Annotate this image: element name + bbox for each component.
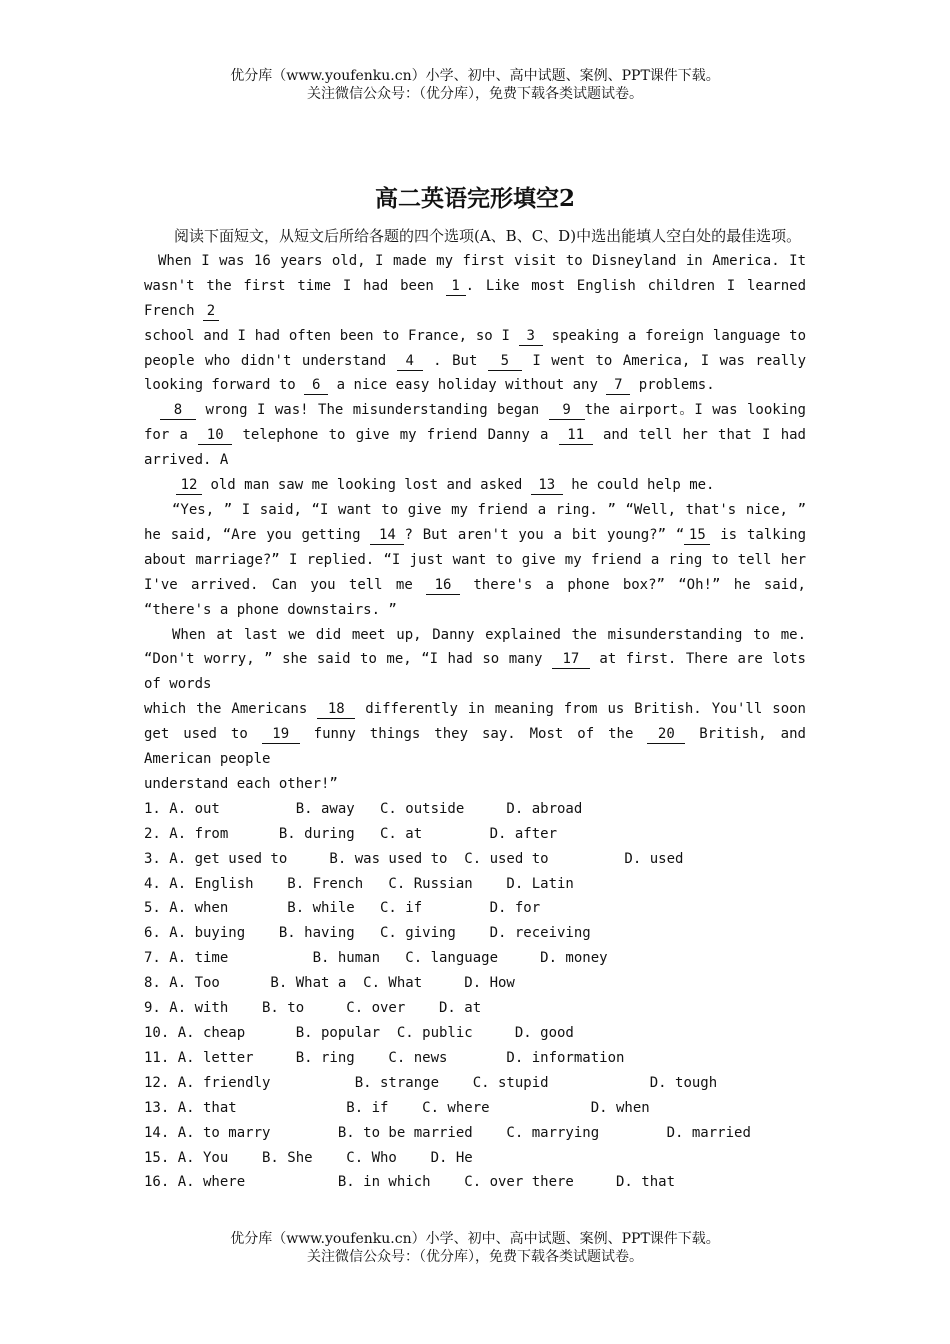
footer-line-2: 关注微信公众号：（优分库），免费下载各类试题试卷。 [307,1249,643,1265]
header-line-2: 关注微信公众号：（优分库），免费下载各类试题试卷。 [307,86,643,102]
passage-paragraph-1 [144,249,806,324]
passage-text: and tell her that I had arrived. A [144,427,806,469]
option-line-15: 15. A. You B. She C. Who D. He [144,1149,473,1166]
blank-15: 15 [684,527,710,545]
blank-9: 9 [549,402,585,420]
passage-text: he could help me. [571,477,715,494]
blank-13: 13 [531,477,563,495]
option-line-8: 8. A. Too B. What a C. What D. How [144,975,515,992]
passage-text: . But [433,352,478,369]
passage-text: school and I had often been to France, so I [144,327,510,344]
instruction-text: 阅读下面短文，从短文后所给各题的四个选项(A、B、C、D)中选出能填人空白处的最佳选项。 [174,227,802,245]
passage-paragraph-2 [144,398,806,473]
option-line-5: 5. A. when B. while C. if D. for [144,900,541,917]
document-body [144,224,806,1195]
passage-text: at first. There are lots of words [144,651,806,693]
option-line-12: 12. A. friendly B. strange C. stupid D. tough [144,1074,718,1091]
blank-18: 18 [317,701,355,719]
passage-paragraph-5-cont [144,697,806,772]
passage-text: When at last we did meet up, Danny explained the misunderstanding to me. “Don't worry, ” she said to me, “I had so many [144,626,806,668]
passage-text: I went to America, I was really looking forward to [144,352,806,394]
option-line-16: 16. A. where B. in which C. over there D. that [144,1174,676,1191]
blank-2: 2 [203,303,219,321]
passage-text: telephone to give my friend Danny a [242,427,549,444]
blank-17: 17 [552,651,590,669]
option-line-11: 11. A. letter B. ring C. news D. information [144,1049,625,1066]
blank-4: 4 [397,353,423,371]
passage-text: old man saw me looking lost and asked [210,477,523,494]
option-line-4: 4. A. English B. French C. Russian D. Latin [144,875,574,892]
passage-paragraph-5 [144,623,806,698]
blank-6: 6 [304,377,328,395]
passage-text: speaking a foreign language to people who didn't understand [144,327,807,369]
passage-text: which the Americans [144,701,308,718]
passage-text: problems. [638,377,715,394]
blank-14: 14 [370,527,404,545]
option-line-2: 2. A. from B. during C. at D. after [144,825,558,842]
blank-3: 3 [519,328,543,346]
passage-text: a nice easy holiday without any [336,377,598,394]
passage-paragraph-5-end: understand each other!” [144,775,338,792]
option-line-13: 13. A. that B. if C. where D. when [144,1099,650,1116]
footer-line-1: 优分库（www.youfenku.cn）小学、初中、高中试题、案例、PPT课件下载。 [230,1231,720,1247]
answer-options [144,797,806,1196]
blank-16: 16 [426,577,460,595]
option-line-10: 10. A. cheap B. popular C. public D. good [144,1025,574,1041]
passage-text: there's a phone box?” “Oh!” he said, “there's a phone downstairs. ” [144,576,806,618]
passage-text: the airport。I was looking for a [144,402,806,444]
blank-10: 10 [198,427,232,445]
page-header [0,67,950,103]
option-line-3: 3. A. get used to B. was used to C. used to D. used [144,850,684,867]
passage-text: “Yes, ” I said, “I want to give my friend a ring. ” “Well, that's nice, ” he said, “Are you getting [144,501,806,543]
blank-19: 19 [262,726,300,744]
option-line-6: 6. A. buying B. having C. giving D. receiving [144,925,591,942]
blank-7: 7 [606,377,630,395]
blank-1: 1 [446,278,466,296]
passage-text: is talking about marriage?” I replied. “I just want to give my friend a ring to tell her I've arrived. Can you tell me [144,526,806,593]
option-line-14: 14. A. to marry B. to be married C. marrying D. married [144,1124,751,1141]
page-footer [0,1230,950,1266]
blank-12: 12 [176,477,202,495]
document-title: 高二英语完形填空2 [374,185,575,212]
passage-text: differently in meaning from us British. You'll soon get used to [144,701,806,743]
passage-text: funny things they say. Most of the [313,726,634,743]
header-line-1: 优分库（www.youfenku.cn）小学、初中、高中试题、案例、PPT课件下载。 [230,68,720,84]
passage-text: ? But aren't you a bit young?” “ [404,526,685,543]
passage-text: wrong I was! The misunderstanding began [205,402,540,419]
passage-text: When I was 16 years old, I made my first visit to Disneyland in America. It wasn't the first time I had been [144,252,806,294]
option-line-9: 9. A. with B. to C. over D. at [144,1000,482,1017]
blank-20: 20 [647,726,685,744]
option-line-1: 1. A. out B. away C. outside D. abroad [144,800,583,817]
passage-paragraph-3 [144,473,806,498]
passage-paragraph-4 [144,498,806,623]
blank-8: 8 [160,402,196,420]
passage-paragraph-1-cont [144,324,806,399]
option-line-7: 7. A. time B. human C. language D. money [144,950,608,967]
blank-11: 11 [559,427,593,445]
passage-text: British, and American people [144,726,806,768]
blank-5: 5 [488,353,522,371]
passage-text: . Like most English children I learned French [144,277,806,319]
